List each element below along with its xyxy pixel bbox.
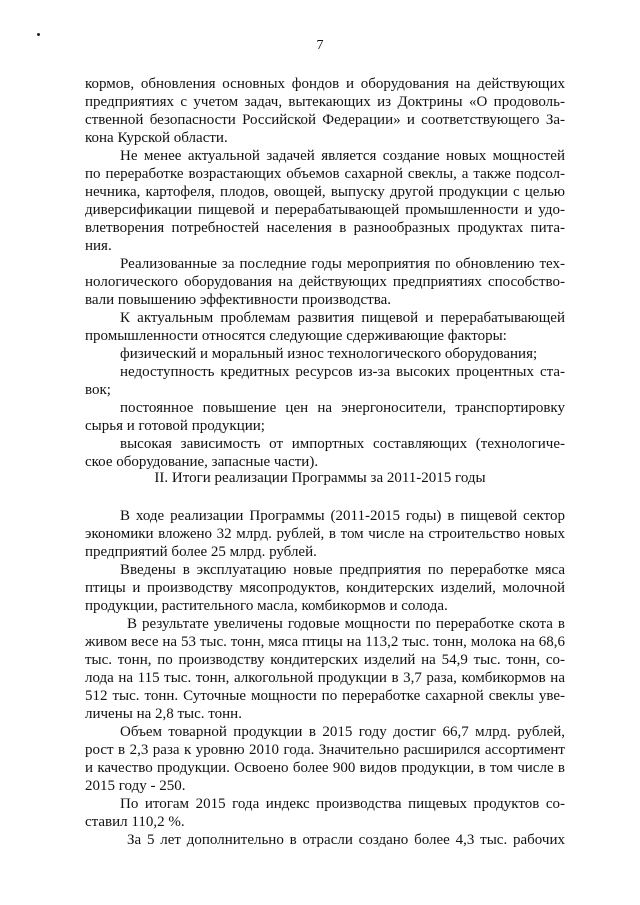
text-line: кона Курской области. xyxy=(85,130,228,146)
text-line: Не менее актуальной задачей является создание новых мощностей xyxy=(120,148,565,164)
text-line: диверсификации пищевой и перерабатывающей промышленности и удо- xyxy=(85,202,565,218)
text-line: ставил 110,2 %. xyxy=(85,814,185,830)
text-line: физический и моральный износ технологического оборудования; xyxy=(120,346,538,362)
text-line: тыс. тонн, по производству кондитерских изделий на 54,9 тыс. тонн, со- xyxy=(85,652,565,668)
text-line: недоступность кредитных ресурсов из-за высоких процентных ста- xyxy=(120,364,565,380)
text-line: экономики вложено 32 млрд. рублей, в том числе на строительство новых xyxy=(85,526,565,542)
text-line: по переработке возрастающих объемов сахарной свеклы, а также подсол- xyxy=(85,166,565,182)
text-line: сырья и готовой продукции; xyxy=(85,418,265,434)
section-heading: II. Итоги реализации Программы за 2011-2015 годы xyxy=(154,470,486,486)
text-line: птицы и производству мясопродуктов, кондитерских изделий, молочной xyxy=(85,580,565,596)
text-line: вок; xyxy=(85,382,111,398)
text-line: высокая зависимость от импортных составляющих (технологиче- xyxy=(120,436,565,452)
text-line: По итогам 2015 года индекс производства пищевых продуктов со- xyxy=(120,796,565,812)
text-line: Объем товарной продукции в 2015 году достиг 66,7 млрд. рублей, xyxy=(120,724,565,740)
text-line: 512 тыс. тонн. Суточные мощности по переработке сахарной свеклы уве- xyxy=(85,688,565,704)
text-line: В ходе реализации Программы (2011-2015 годы) в пищевой сектор xyxy=(120,508,565,524)
text-line: ственной безопасности Российской Федерации» и соответствующего За- xyxy=(85,112,565,128)
text-line: продукции, растительного масла, комбикормов и солода. xyxy=(85,598,448,614)
text-line: ское оборудование, запасные части). xyxy=(85,454,319,470)
text-line: лода на 115 тыс. тонн, алкогольной продукции в 3,7 раза, комбикормов на xyxy=(85,670,565,686)
text-line: ния. xyxy=(85,238,112,254)
text-line: Введены в эксплуатацию новые предприятия по переработке мяса xyxy=(120,562,565,578)
text-line: вали повышению эффективности производства. xyxy=(85,292,392,308)
scan-speck xyxy=(37,33,40,36)
page-number: 7 xyxy=(316,38,324,53)
text-line: и качество продукции. Освоено более 900 видов продукции, в том числе в xyxy=(85,760,565,776)
text-line: нечника, картофеля, плодов, овощей, выпуску другой продукции с целью xyxy=(85,184,565,200)
text-line: Реализованные за последние годы мероприятия по обновлению тех- xyxy=(120,256,565,272)
text-line: кормов, обновления основных фондов и оборудования на действующих xyxy=(85,76,565,92)
text-line: постоянное повышение цен на энергоносители, транспортировку xyxy=(120,400,565,416)
text-line: К актуальным проблемам развития пищевой и перерабатывающей xyxy=(120,310,565,326)
text-line: В результате увеличены годовые мощности по переработке скота в xyxy=(127,616,565,632)
text-line: рост в 2,3 раза к уровню 2010 года. Значительно расширился ассортимент xyxy=(85,742,565,758)
text-line: предприятий более 25 млрд. рублей. xyxy=(85,544,317,560)
text-line: 2015 году - 250. xyxy=(85,778,186,794)
text-line: влетворения потребностей населения в разнообразных продуктах пита- xyxy=(85,220,565,236)
text-line: За 5 лет дополнительно в отрасли создано более 4,3 тыс. рабочих xyxy=(127,832,565,848)
text-line: предприятиях с учетом задач, вытекающих из Доктрины «О продоволь- xyxy=(85,94,565,110)
text-line: нологического оборудования на действующих предприятиях способство- xyxy=(85,274,565,290)
text-line: живом весе на 53 тыс. тонн, мяса птицы на 113,2 тыс. тонн, молока на 68,6 xyxy=(85,634,565,650)
text-line: личены на 2,8 тыс. тонн. xyxy=(85,706,242,722)
text-line: промышленности относятся следующие сдерживающие факторы: xyxy=(85,328,507,344)
